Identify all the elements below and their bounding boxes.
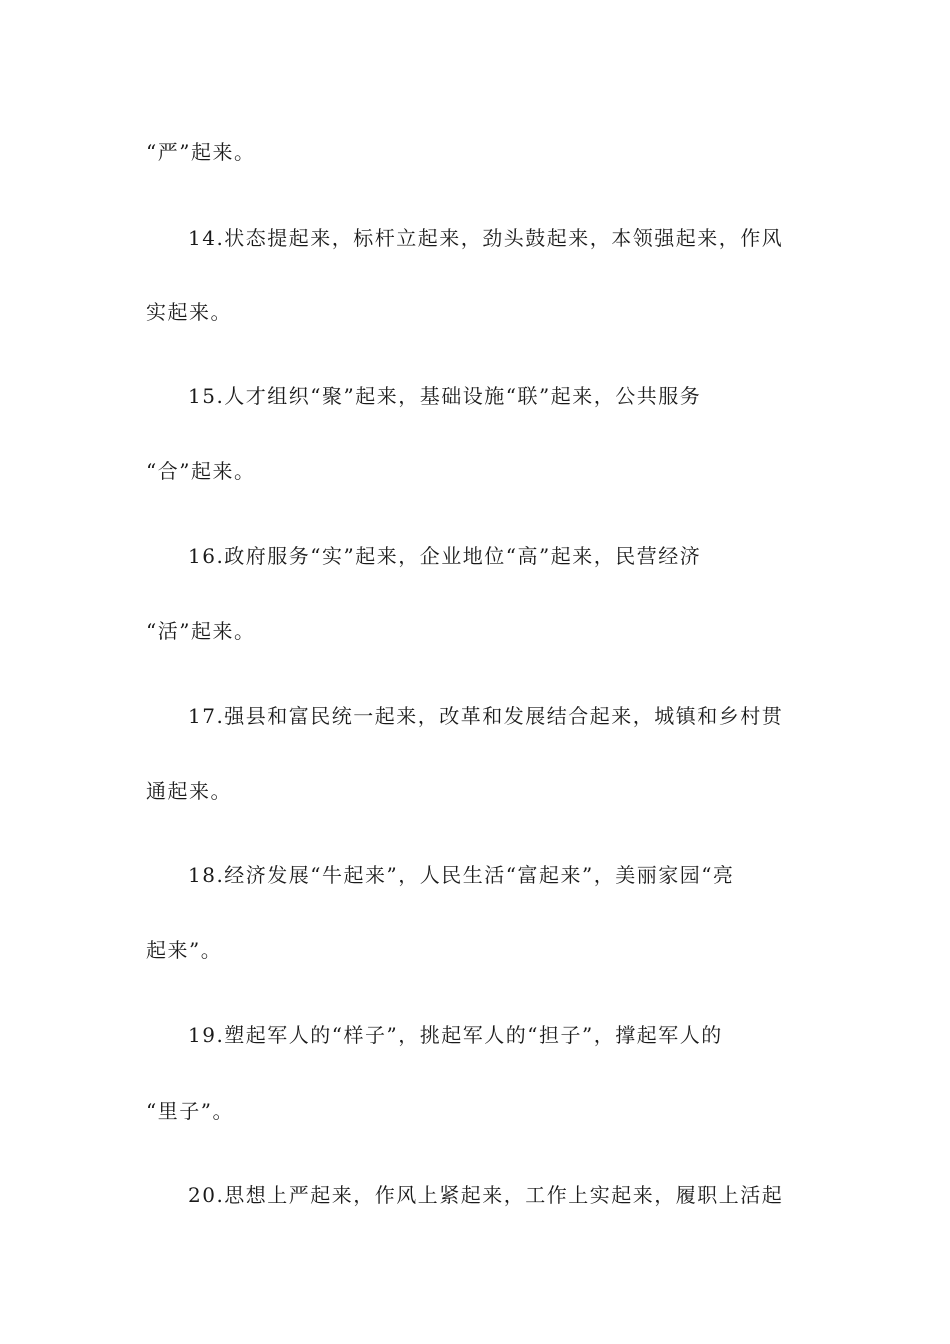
text-line: “严”起来。 xyxy=(146,140,256,164)
list-item-14: 14.状态提起来，标杆立起来，劲头鼓起来，本领强起来，作风 xyxy=(188,226,784,250)
list-item-18: 18.经济发展“牛起来”，人民生活“富起来”，美丽家园“亮 xyxy=(188,863,735,887)
list-item-20: 20.思想上严起来，作风上紧起来，工作上实起来，履职上活起 xyxy=(188,1183,784,1207)
text-line: 起来”。 xyxy=(146,938,223,962)
list-item-16: 16.政府服务“实”起来，企业地位“高”起来，民营经济 xyxy=(188,544,702,568)
text-line: “活”起来。 xyxy=(146,619,256,643)
list-item-15: 15.人才组织“聚”起来，基础设施“联”起来，公共服务 xyxy=(188,384,702,408)
text-line: 实起来。 xyxy=(146,300,232,324)
text-line: “合”起来。 xyxy=(146,459,256,483)
text-line: 通起来。 xyxy=(146,779,232,803)
text-line: “里子”。 xyxy=(146,1099,234,1123)
list-item-17: 17.强县和富民统一起来，改革和发展结合起来，城镇和乡村贯 xyxy=(188,704,784,728)
list-item-19: 19.塑起军人的“样子”，挑起军人的“担子”，撑起军人的 xyxy=(188,1023,723,1047)
